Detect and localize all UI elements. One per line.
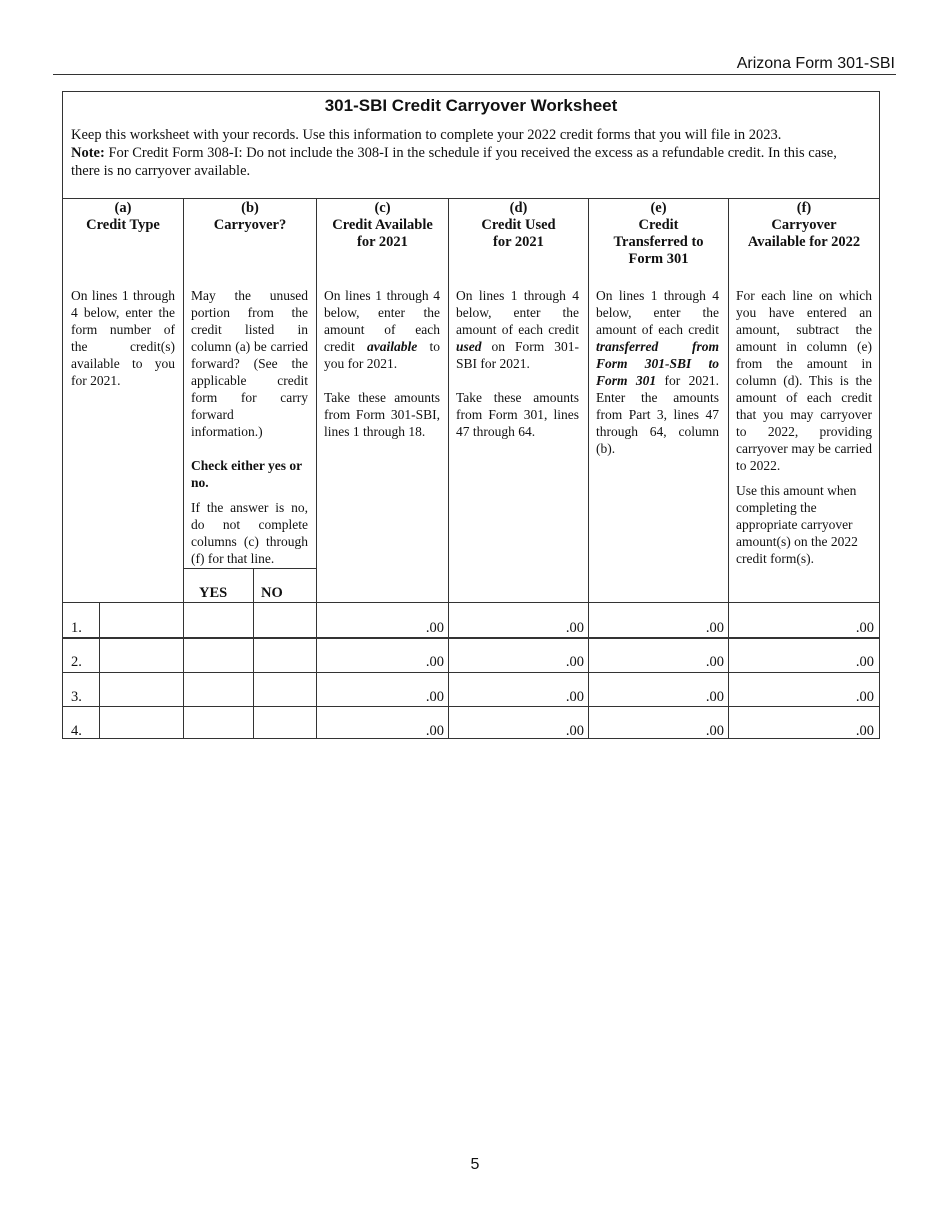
col-f-header [729, 200, 879, 251]
note-label: Note: [71, 145, 105, 161]
col-f-desc-text: For each line on which you have entered an amount, subtract the amount in column (e) from the amount in column (d). This is the amount of each credit that you may carryover to 2022, providing carryover may be carried to 2022. [736, 288, 872, 473]
credit-used-field[interactable]: .00 [565, 689, 584, 705]
no-field[interactable] [254, 603, 316, 637]
row-number: 1. [71, 620, 82, 636]
col-a-desc-text: On lines 1 through 4 below, enter the form number of the credit(s) available to you for 2021. [71, 288, 175, 388]
credit-available-field[interactable]: .00 [425, 723, 444, 739]
col-e-header [589, 200, 728, 268]
credit-type-field[interactable] [100, 603, 183, 637]
col-d-desc2: Take these amounts from Form 301, lines 47 through 64. [456, 390, 579, 439]
worksheet-intro [71, 126, 869, 180]
col-e-letter: (e) [650, 200, 667, 216]
worksheet-title: 301-SBI Credit Carryover Worksheet [324, 96, 618, 115]
col-c-header [317, 200, 448, 251]
credit-transferred-field[interactable]: .00 [705, 689, 724, 705]
col-c-desc-text [324, 287, 440, 372]
credit-type-field[interactable] [100, 673, 183, 706]
no-field[interactable] [254, 707, 316, 738]
col-d-desc-post: on Form 301-SBI for 2021. [456, 339, 579, 371]
credit-available-field[interactable]: .00 [425, 689, 444, 705]
credit-used-field[interactable]: .00 [565, 654, 584, 670]
form-header: Arizona Form 301-SBI [736, 55, 895, 72]
col-b-title: Carryover? [213, 217, 287, 233]
intro-text: Keep this worksheet with your records. Use this information to complete your 2022 credit forms that you will file in 2023. [71, 127, 782, 143]
col-d-desc-pre: On lines 1 through 4 below, enter the amount of each credit [456, 288, 579, 337]
col-b-desc [191, 287, 308, 567]
carryover-available-field[interactable]: .00 [855, 689, 874, 705]
col-a-title: Credit Type [86, 217, 160, 233]
yes-field[interactable] [184, 673, 253, 706]
carryover-available-field[interactable]: .00 [855, 723, 874, 739]
credit-used-field[interactable]: .00 [565, 723, 584, 739]
page-number: 5 [470, 1156, 480, 1173]
yes-field[interactable] [184, 639, 253, 672]
credit-used-field[interactable]: .00 [565, 620, 584, 636]
col-e-desc-em: transferred from Form 301-SBI to Form 301 [596, 339, 719, 388]
header-rule [53, 74, 896, 75]
col-e-title: Credit Transferred to Form 301 [613, 217, 704, 267]
note [71, 144, 869, 180]
col-c-title: Credit Available for 2021 [332, 217, 433, 250]
credit-type-field[interactable] [100, 639, 183, 672]
col-b-header [184, 200, 316, 234]
no-field[interactable] [254, 673, 316, 706]
col-a-desc [71, 287, 175, 389]
no-label: NO [261, 585, 283, 601]
col-e-desc-pre: On lines 1 through 4 below, enter the amount of each credit [596, 288, 719, 337]
yes-field[interactable] [184, 707, 253, 738]
credit-available-field[interactable]: .00 [425, 620, 444, 636]
col-c-desc [324, 287, 440, 440]
col-d-desc-text [456, 287, 579, 372]
credit-available-field[interactable]: .00 [425, 654, 444, 670]
col-f-desc [736, 287, 872, 567]
col-c-letter: (c) [374, 200, 391, 216]
col-e-desc-post: for 2021. Enter the amounts from Part 3, lines 47 through 64, column (b). [596, 373, 719, 456]
col-c-desc-pre: On lines 1 through 4 below, enter the amount of each credit [324, 288, 440, 354]
row-number: 3. [71, 689, 82, 705]
col-f-title: Carryover Available for 2022 [747, 217, 861, 250]
col-d-desc [456, 287, 579, 440]
credit-type-field[interactable] [100, 707, 183, 738]
yes-field[interactable] [184, 603, 253, 637]
col-d-title: Credit Used for 2021 [481, 217, 556, 250]
credit-transferred-field[interactable]: .00 [705, 654, 724, 670]
credit-transferred-field[interactable]: .00 [705, 620, 724, 636]
credit-transferred-field[interactable]: .00 [705, 723, 724, 739]
note-text: For Credit Form 308-I: Do not include the 308-I in the schedule if you received the excess as a refundable credit. In this case, there is no carryover available. [71, 145, 837, 179]
col-e-desc-text [596, 287, 719, 457]
col-a-letter: (a) [114, 200, 132, 216]
col-c-desc-em: available [366, 339, 418, 354]
col-d-desc-em: used [456, 339, 482, 354]
no-field[interactable] [254, 639, 316, 672]
col-b-letter: (b) [241, 200, 259, 216]
header-top-rule [63, 198, 879, 199]
col-d-header [449, 200, 588, 251]
col-c-desc-post: to you for 2021. [324, 339, 440, 371]
row-number: 2. [71, 654, 82, 670]
yes-label: YES [199, 585, 228, 601]
carryover-available-field[interactable]: .00 [855, 620, 874, 636]
col-a-header [63, 200, 183, 234]
col-f-letter: (f) [796, 200, 812, 216]
col-b-if-no: If the answer is no, do not complete columns (c) through (f) for that line. [191, 500, 308, 566]
col-c-desc2: Take these amounts from Form 301-SBI, lines 1 through 18. [324, 390, 440, 439]
col-f-desc2: Use this amount when completing the appropriate carryover amount(s) on the 2022 credit form(s). [736, 483, 858, 566]
carryover-available-field[interactable]: .00 [855, 654, 874, 670]
col-b-desc-text: May the unused portion from the credit listed in column (a) be carried forward? (See the applicable credit form for carry forward information.) [191, 288, 308, 439]
worksheet [62, 91, 880, 739]
col-e-desc [596, 287, 719, 457]
yes-no-rule [183, 568, 316, 569]
col-d-letter: (d) [509, 200, 528, 216]
col-b-check: Check either yes or no. [191, 458, 302, 490]
row-number: 4. [71, 723, 82, 739]
